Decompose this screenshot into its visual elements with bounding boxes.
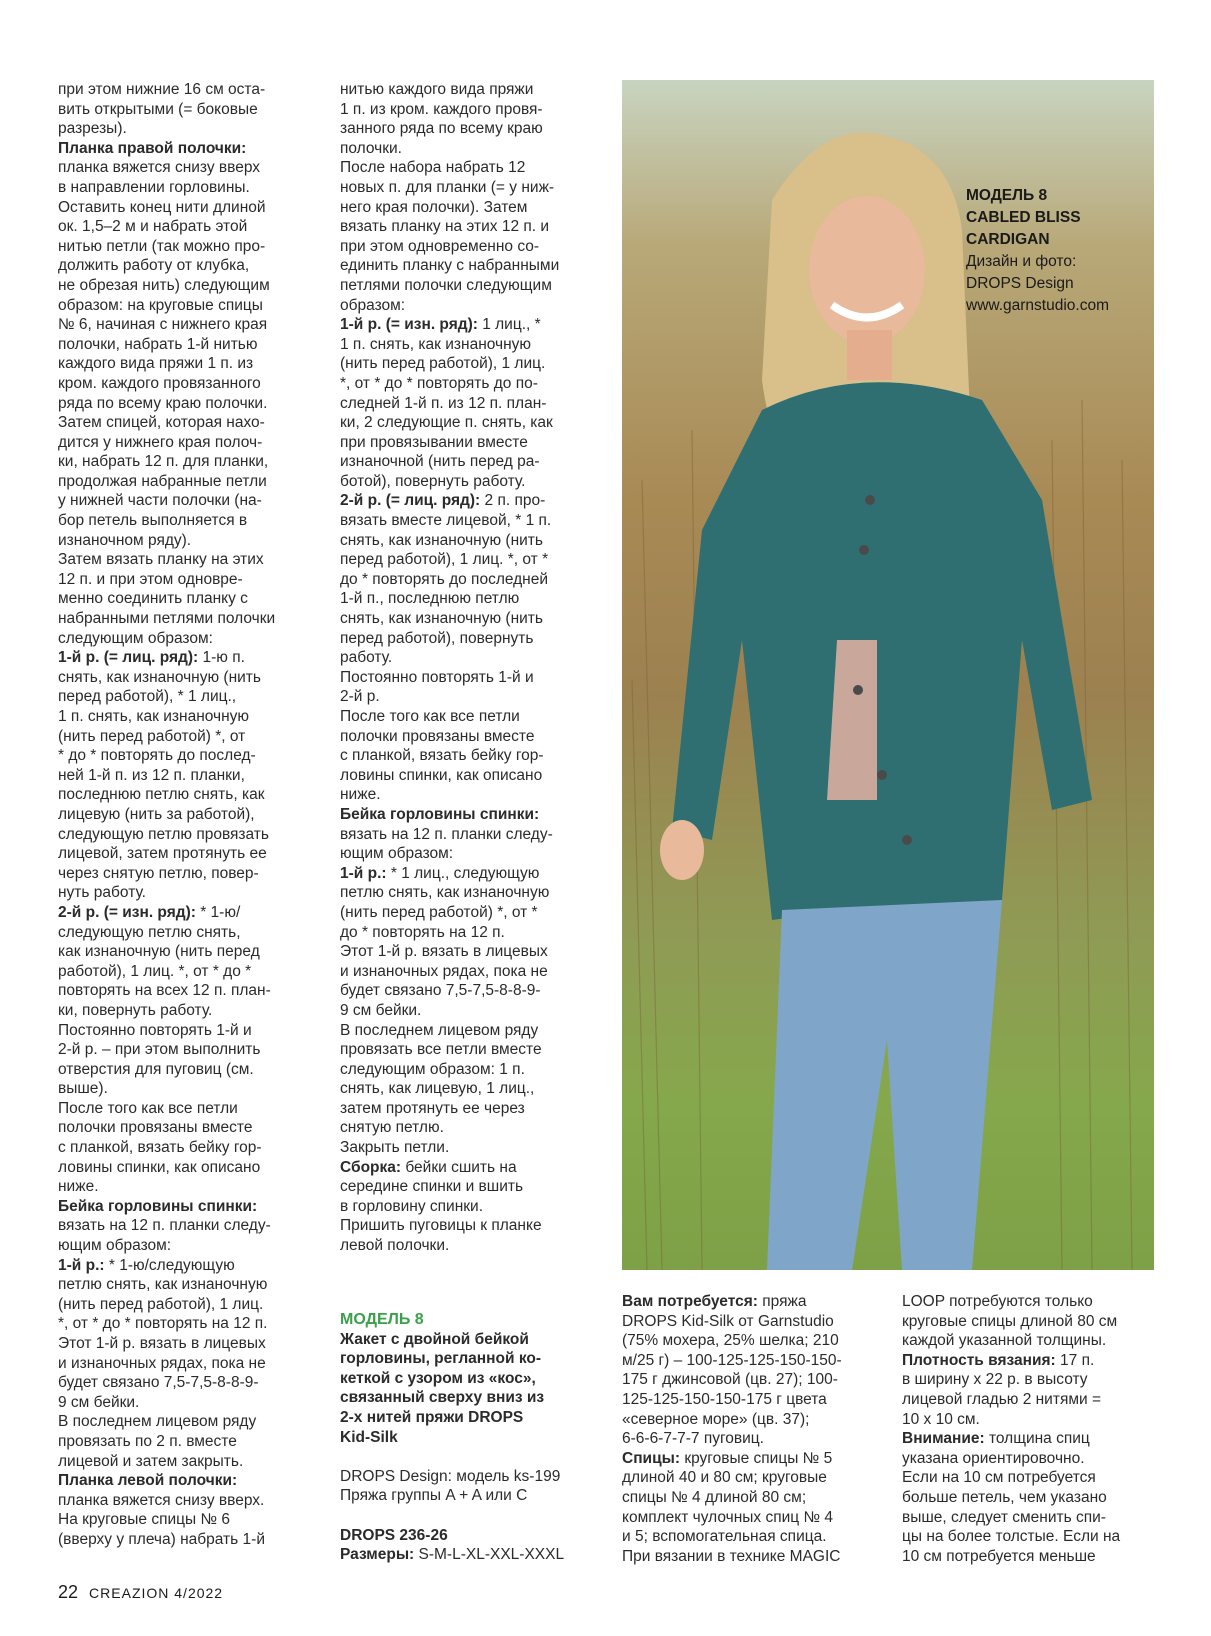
text-line: с планкой, вязать бейку гор- — [340, 747, 544, 765]
text-line: образом: — [340, 296, 406, 314]
bold-term: Внимание: — [902, 1430, 985, 1448]
bold-term: 1-й р.: — [58, 1256, 105, 1274]
text-line: В последнем лицевом ряду — [58, 1413, 257, 1431]
text-line: до * повторять до последней — [340, 570, 549, 588]
text-line: LOOP потребуются только — [902, 1293, 1093, 1310]
text-line: провязать по 2 п. вместе — [58, 1432, 237, 1450]
bold-term: Вам потребуется: — [622, 1293, 758, 1310]
text-line: 1 п. снять, как изнаночную — [58, 708, 250, 725]
bold-term: 1-й р. (= лиц. ряд): — [58, 649, 199, 667]
text-line: 1-й п., последнюю петлю — [340, 590, 520, 608]
text-line: ней 1-й п. из 12 п. планки, — [58, 766, 245, 784]
text-line: Оставить конец нити длиной — [58, 198, 266, 216]
text-line: провязать все петли вместе — [340, 1041, 542, 1059]
text-line: следней 1-й п. из 12 п. план- — [340, 394, 547, 412]
text-line: в ширину х 22 р. в высоту — [902, 1371, 1088, 1389]
text-line: комплект чулочных спиц № 4 — [622, 1508, 834, 1526]
text-column-2 — [340, 80, 592, 1256]
text-line: планка вяжется снизу вверх. — [58, 1491, 265, 1509]
text-line: вить открытыми (= боковые — [58, 100, 258, 118]
text-line: 1-й р. (= изн. ряд): 1 лиц., * — [340, 316, 541, 334]
model-code: DROPS 236-26 — [340, 1526, 448, 1544]
model-description-line: Жакет с двойной бейкой — [340, 1330, 529, 1348]
text-line: ряда по всему краю полочки. — [58, 394, 268, 412]
text-line: 1 п. снять, как изнаночную — [340, 335, 532, 353]
text-line: выше, следует сменить спи- — [902, 1508, 1106, 1526]
text-line: и изнаночных рядах, пока не — [58, 1354, 266, 1372]
text-line: будет связано 7,5-7,5-8-8-9- — [58, 1374, 259, 1392]
text-line: 1-й р.: * 1-ю/следующую — [58, 1256, 235, 1274]
text-line: у нижней части полочки (на- — [58, 492, 262, 510]
text-line: работой), 1 лиц. *, от * до * — [58, 962, 252, 980]
text-line: отверстия для пуговиц (см. — [58, 1060, 254, 1078]
page-footer — [58, 1582, 223, 1603]
text-line: указана ориентировочно. — [902, 1449, 1085, 1467]
text-line: ботой), повернуть работу. — [340, 472, 526, 490]
caption-brand: DROPS Design — [966, 275, 1074, 292]
text-line: На круговые спицы № 6 — [58, 1511, 231, 1529]
text-line: работу. — [340, 649, 393, 667]
text-line: ки, 2 следующие п. снять, как — [340, 414, 553, 432]
text-line: разрезы). — [58, 120, 127, 138]
text-line: следующим образом: — [58, 629, 213, 647]
text-line: с планкой, вязать бейку гор- — [58, 1139, 262, 1157]
text-line: Затем вязать планку на этих — [58, 551, 264, 569]
text-line: 2-й р. — [340, 688, 380, 706]
text-line: менно соединить планку с — [58, 590, 248, 608]
text-line: продолжая набранные петли — [58, 472, 267, 490]
bold-term: Спицы: — [622, 1449, 681, 1467]
text-line: 1 п. из кром. каждого провя- — [340, 100, 543, 118]
text-line: (нить перед работой) *, от * — [340, 903, 538, 921]
model-description — [340, 1330, 600, 1448]
text-line: снятую петлю. — [340, 1119, 444, 1137]
text-line: перед работой), 1 лиц. *, от * — [340, 551, 549, 569]
text-line: *, от * до * повторять до по- — [340, 374, 538, 392]
bold-term: 2-й р. (= лиц. ряд): — [340, 492, 481, 510]
text-line: дится у нижнего края полоч- — [58, 433, 263, 451]
text-line: следующим образом: 1 п. — [340, 1060, 525, 1078]
text-line: и изнаночных рядах, пока не — [340, 962, 548, 980]
text-line: при провязывании вместе — [340, 433, 528, 451]
text-line: последнюю петлю снять, как — [58, 786, 265, 804]
model-description-line: горловины, регланной ко- — [340, 1350, 542, 1368]
text-line: цы на более толстые. Если на — [902, 1528, 1121, 1546]
text-column-4 — [902, 1292, 1160, 1566]
text-line: вязать на 12 п. планки следу- — [58, 1217, 271, 1235]
text-line: круговые спицы длиной 80 см — [902, 1312, 1118, 1330]
text-line: образом: на круговые спицы — [58, 296, 263, 314]
text-line: ющим образом: — [340, 845, 454, 863]
text-line: Постоянно повторять 1-й и — [340, 668, 534, 686]
text-line: ки, повернуть работу. — [58, 1001, 213, 1019]
text-line: полочки провязаны вместе — [340, 727, 535, 745]
text-line: длиной 40 и 80 см; круговые — [622, 1469, 827, 1487]
text-line: до * повторять на 12 п. — [340, 923, 505, 941]
text-line: вязать планку на этих 12 п. и — [340, 218, 550, 236]
text-line: 12 п. и при этом одновре- — [58, 570, 243, 588]
text-line: 2-й р. – при этом выполнить — [58, 1041, 261, 1059]
text-line: бор петель выполняется в — [58, 512, 248, 530]
text-line: Планка правой полочки: — [58, 139, 247, 157]
text-line: при этом нижние 16 см оста- — [58, 81, 266, 98]
text-line: м/25 г) – 100-125-125-150-150- — [622, 1351, 842, 1369]
bold-term: 1-й р. (= изн. ряд): — [340, 316, 478, 334]
text-line: «северное море» (цв. 37); — [622, 1410, 810, 1428]
text-line: Сборка: бейки сшить на — [340, 1158, 517, 1176]
page-number: 22 — [58, 1582, 79, 1602]
sizes-label: Размеры: — [340, 1546, 415, 1564]
text-line: при этом одновременно со- — [340, 237, 540, 255]
text-line: 2-й р. (= изн. ряд): * 1-ю/ — [58, 903, 241, 921]
caption-url: www.garnstudio.com — [966, 297, 1110, 314]
magazine-name: CREAZION 4/2022 — [89, 1585, 224, 1601]
caption-design: Дизайн и фото: — [966, 253, 1077, 270]
text-line: снять, как изнаночную (нить — [340, 610, 543, 628]
text-column-3 — [622, 1292, 884, 1566]
caption-model: МОДЕЛЬ 8 — [966, 187, 1048, 204]
text-line: Плотность вязания: 17 п. — [902, 1351, 1095, 1369]
text-line: (нить перед работой) *, от — [58, 727, 246, 745]
text-line: 2-й р. (= лиц. ряд): 2 п. про- — [340, 492, 546, 510]
text-line: через снятую петлю, повер- — [58, 864, 259, 882]
text-line: После того как все петли — [340, 708, 520, 725]
text-line: В последнем лицевом ряду — [340, 1021, 539, 1039]
text-line: (нить перед работой), 1 лиц. — [58, 1295, 264, 1313]
text-line: занного ряда по всему краю — [340, 120, 543, 138]
text-line: выше). — [58, 1080, 108, 1098]
text-line: затем протянуть ее через — [340, 1099, 525, 1117]
text-line: При вязании в технике MAGIC — [622, 1547, 841, 1565]
text-line: Если на 10 см потребуется — [902, 1469, 1096, 1487]
text-line: каждого вида пряжи 1 п. из — [58, 355, 254, 373]
text-line: должить работу от клубка, — [58, 257, 250, 275]
text-line: Спицы: круговые спицы № 5 — [622, 1449, 833, 1467]
text-line: середине спинки и вшить — [340, 1178, 524, 1196]
text-line: петлю снять, как изнаночную — [58, 1276, 268, 1294]
text-line: Внимание: толщина спиц — [902, 1430, 1090, 1448]
text-line: ловины спинки, как описано — [340, 766, 543, 784]
text-line: 1-й р.: * 1 лиц., следующую — [340, 864, 540, 882]
text-line: него края полочки). Затем — [340, 198, 528, 216]
text-line: 1-й р. (= лиц. ряд): 1-ю п. — [58, 649, 245, 667]
text-line: Пришить пуговицы к планке — [340, 1217, 542, 1235]
model-description-line: 2-х нитей пряжи DROPS — [340, 1408, 524, 1426]
text-line: После того как все петли — [58, 1099, 238, 1117]
text-line: перед работой), * 1 лиц., — [58, 688, 237, 706]
text-line: будет связано 7,5-7,5-8-8-9- — [340, 982, 541, 1000]
text-line: DROPS Kid-Silk от Garnstudio — [622, 1312, 834, 1330]
text-line: Бейка горловины спинки: — [340, 805, 540, 823]
text-line: нуть работу. — [58, 884, 146, 902]
text-line: ок. 1,5–2 м и набрать этой — [58, 218, 248, 236]
text-line: (нить перед работой), 1 лиц. — [340, 355, 546, 373]
text-line: 6-6-6-7-7-7 пуговиц. — [622, 1430, 764, 1448]
text-line: Этот 1-й р. вязать в лицевых — [340, 943, 548, 961]
text-line: нитью каждого вида пряжи — [340, 81, 534, 98]
text-line: в направлении горловины. — [58, 178, 250, 196]
model-info-block — [340, 1310, 600, 1565]
text-line: изнаночной (нить перед ра- — [340, 453, 540, 471]
text-line: полочки. — [340, 139, 402, 157]
text-line: Этот 1-й р. вязать в лицевых — [58, 1335, 266, 1352]
text-line: 9 см бейки. — [340, 1001, 422, 1019]
text-line: Бейка горловины спинки: — [58, 1197, 258, 1215]
text-line: левой полочки. — [340, 1237, 450, 1255]
text-line: *, от * до * повторять на 12 п. — [58, 1315, 268, 1333]
text-line: полочки провязаны вместе — [58, 1119, 253, 1137]
text-line: вязать вместе лицевой, * 1 п. — [340, 512, 552, 530]
caption-name-line2: CARDIGAN — [966, 231, 1050, 248]
text-line: петлями полочки следующим — [340, 276, 552, 294]
text-line: перед работой), повернуть — [340, 629, 534, 647]
text-line: Постоянно повторять 1-й и — [58, 1021, 252, 1039]
model-description-line: связанный сверху вниз из — [340, 1389, 545, 1407]
text-line: снять, как изнаночную (нить — [340, 531, 543, 549]
model-sizes — [340, 1545, 600, 1565]
text-line: ловины спинки, как описано — [58, 1158, 261, 1176]
text-line: снять, как изнаночную (нить — [58, 668, 261, 686]
caption-name-line1: CABLED BLISS — [966, 209, 1081, 226]
text-line: Вам потребуется: пряжа — [622, 1293, 807, 1310]
text-line: ки, набрать 12 п. для планки, — [58, 453, 269, 471]
text-line: единить планку с набранными — [340, 257, 560, 275]
photo-caption — [966, 185, 1156, 317]
text-line: лицевой, затем протянуть ее — [58, 845, 267, 863]
text-line: следующую петлю снять, — [58, 923, 241, 941]
text-column-1 — [58, 80, 310, 1550]
text-line: полочки, набрать 1-й нитью — [58, 335, 258, 353]
text-line: не обрезая нить) следующим — [58, 276, 270, 294]
sizes-value: S-M-L-XL-XXL-XXXL — [414, 1546, 565, 1564]
text-line: ниже. — [58, 1178, 99, 1196]
text-line: Затем спицей, которая нахо- — [58, 414, 265, 432]
model-description-line: Kid-Silk — [340, 1428, 398, 1446]
text-line: (вверху у плеча) набрать 1-й — [58, 1530, 265, 1548]
text-line: петлю снять, как изнаночную — [340, 884, 550, 902]
text-line: в горловину спинки. — [340, 1197, 484, 1215]
bold-term: 2-й р. (= изн. ряд): — [58, 903, 196, 921]
text-line: (75% мохера, 25% шелка; 210 — [622, 1332, 839, 1350]
text-line: ющим образом: — [58, 1237, 172, 1255]
text-line: 175 г джинсовой (цв. 27); 100- — [622, 1371, 838, 1389]
text-line: каждой указанной толщины. — [902, 1332, 1107, 1350]
text-line: Планка левой полочки: — [58, 1472, 238, 1490]
text-line: больше петель, чем указано — [902, 1488, 1107, 1506]
text-line: лицевой гладью 2 нитями = — [902, 1390, 1102, 1408]
text-line: как изнаночную (нить перед — [58, 943, 260, 961]
text-line: снять, как лицевую, 1 лиц., — [340, 1080, 535, 1098]
model-design-line: DROPS Design: модель ks-199 — [340, 1467, 561, 1485]
text-line: следующую петлю провязать — [58, 825, 269, 843]
model-yarn-group: Пряжа группы A + A или C — [340, 1487, 528, 1505]
text-line: № 6, начиная с нижнего края — [58, 316, 268, 334]
text-line: вязать на 12 п. планки следу- — [340, 825, 553, 843]
text-line: планка вяжется снизу вверх — [58, 159, 261, 177]
text-line: * до * повторять до послед- — [58, 747, 256, 765]
model-description-line: кеткой с узором из «кос», — [340, 1369, 536, 1387]
model-heading: МОДЕЛЬ 8 — [340, 1311, 424, 1328]
text-line: ниже. — [340, 786, 381, 804]
text-line: После набора набрать 12 — [340, 159, 526, 177]
text-line: 125-125-150-150-175 г цвета — [622, 1390, 827, 1408]
text-line: спицы № 4 длиной 80 см; — [622, 1488, 807, 1506]
bold-term: Сборка: — [340, 1158, 402, 1176]
text-line: Закрыть петли. — [340, 1139, 450, 1157]
text-line: и 5; вспомогательная спица. — [622, 1528, 827, 1546]
text-line: кром. каждого провязанного — [58, 374, 261, 392]
text-line: новых п. для планки (= у ниж- — [340, 178, 555, 196]
text-line: нитью петли (так можно про- — [58, 237, 266, 255]
text-line: лицевой и затем закрыть. — [58, 1452, 244, 1470]
text-line: изнаночном ряду). — [58, 531, 192, 549]
bold-term: 1-й р.: — [340, 864, 387, 882]
text-line: 10 х 10 см. — [902, 1410, 980, 1428]
text-line: набранными петлями полочки — [58, 610, 276, 628]
bold-term: Плотность вязания: — [902, 1351, 1056, 1369]
text-line: 9 см бейки. — [58, 1393, 140, 1411]
text-line: повторять на всех 12 п. план- — [58, 982, 271, 1000]
text-line: 10 см потребуется меньше — [902, 1547, 1096, 1565]
text-line: лицевую (нить за работой), — [58, 805, 255, 823]
